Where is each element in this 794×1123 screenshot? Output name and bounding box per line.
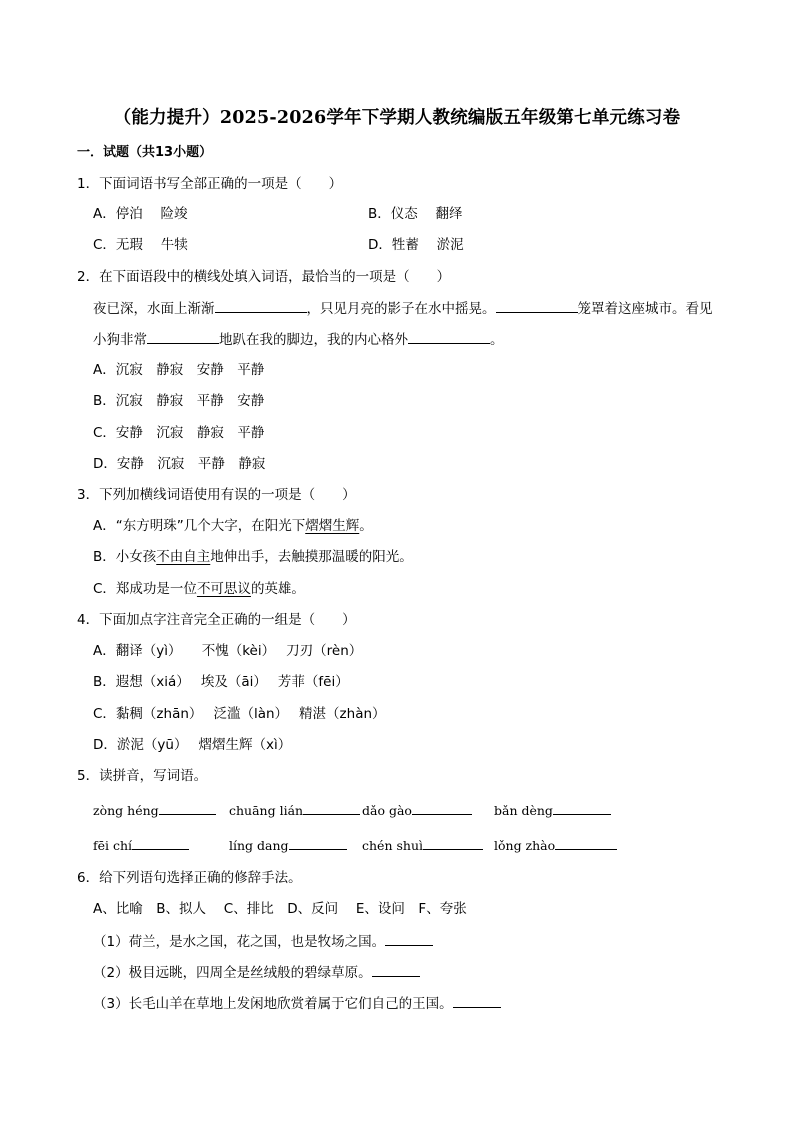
question-5-stem: 5．读拼音，写词语。 (77, 768, 208, 784)
option-text: 地伸出手，去触摸那温暖的阳光。 (210, 549, 413, 565)
pinyin-item (362, 801, 472, 820)
passage-text: 地趴在我的脚边，我的内心格外 (219, 332, 408, 348)
question-1-option-d: D．牲蓄 淤泥 (368, 237, 464, 253)
pinyin-text: chuāng lián (229, 803, 304, 818)
question-1-option-c: C．无瑕 牛犊 (93, 237, 188, 253)
fill-blank[interactable] (553, 801, 611, 815)
option-text: C．郑成功是一位 (93, 581, 197, 597)
pinyin-text: lǒng zhào (494, 838, 556, 853)
question-6-sentence-1 (93, 932, 433, 951)
question-2-option-b: B．沉寂 静寂 平静 安静 (93, 393, 265, 409)
section-heading: 一．试题（共13小题） (77, 145, 213, 160)
question-2-passage-line-2 (93, 330, 504, 349)
pinyin-item (93, 836, 189, 855)
question-1-option-b: B．仪态 翻绎 (368, 206, 463, 222)
underlined-phrase: 不可思议 (196, 581, 251, 597)
fill-blank[interactable] (159, 801, 216, 815)
question-3-option-c (93, 580, 305, 598)
passage-text: 。 (490, 332, 504, 348)
question-3-option-b (93, 548, 413, 566)
pinyin-text: zòng héng (93, 803, 159, 818)
question-2-passage-line-1 (93, 299, 713, 318)
option-text: A．“东方明珠”几个大字，在阳光下 (93, 518, 306, 534)
pinyin-item (229, 801, 360, 820)
pinyin-item (93, 801, 216, 820)
option-text: 的英雄。 (250, 581, 305, 597)
pinyin-text: bǎn dèng (494, 803, 553, 818)
question-4-option-d: D．淤泥（yū） 熠熠生辉（xì） (93, 737, 292, 753)
pinyin-text: fēi chí (93, 838, 133, 853)
page-title: （能力提升）2025-2026学年下学期人教统编版五年级第七单元练习卷 (113, 108, 681, 128)
fill-blank[interactable] (423, 836, 483, 850)
fill-blank[interactable] (147, 330, 219, 344)
question-2-option-a: A．沉寂 静寂 安静 平静 (93, 362, 265, 378)
fill-blank[interactable] (408, 330, 490, 344)
sentence-text: （3）长毛山羊在草地上发闲地欣赏着属于它们自己的王国。 (93, 996, 453, 1012)
passage-text: 笼罩着这座城市。看见 (577, 301, 713, 317)
question-2-option-c: C．安静 沉寂 静寂 平静 (93, 425, 265, 441)
pinyin-item (229, 836, 347, 855)
question-6-options: A、比喻 B、拟人 C、排比 D、反问 E、设问 F、夸张 (93, 901, 467, 917)
fill-blank[interactable] (215, 299, 307, 313)
underlined-phrase: 熠熠生辉 (305, 518, 360, 534)
question-4-option-b: B．遐想（xiá） 埃及（āi） 芳菲（fēi） (93, 674, 349, 690)
question-6-sentence-2 (93, 963, 420, 982)
question-3-option-a (93, 517, 373, 535)
question-2-option-d: D．安静 沉寂 平静 静寂 (93, 456, 266, 472)
option-text: B．小女孩 (93, 549, 157, 565)
question-4-option-a: A．翻译（yì） 不愧（kèi） 刀刃（rèn） (93, 643, 363, 659)
question-4-stem: 4．下面加点字注音完全正确的一组是（ ） (77, 612, 356, 628)
question-6-sentence-3 (93, 994, 501, 1013)
fill-blank[interactable] (289, 836, 347, 850)
question-2-stem: 2．在下面语段中的横线处填入词语，最恰当的一项是（ ） (77, 269, 451, 285)
fill-blank[interactable] (132, 836, 189, 850)
passage-text: 小狗非常 (93, 332, 147, 348)
question-1-option-a: A．停泊 险竣 (93, 206, 188, 222)
fill-blank[interactable] (453, 994, 501, 1008)
pinyin-text: chén shuì (362, 838, 423, 853)
underlined-phrase: 不由自主 (156, 549, 211, 565)
pinyin-item (494, 836, 617, 855)
passage-text: 夜已深，水面上渐渐 (93, 301, 215, 317)
fill-blank[interactable] (412, 801, 472, 815)
pinyin-text: dǎo gào (362, 803, 412, 818)
fill-blank[interactable] (372, 963, 420, 977)
pinyin-text: líng dang (229, 838, 289, 853)
fill-blank[interactable] (555, 836, 617, 850)
pinyin-item (494, 801, 611, 820)
fill-blank[interactable] (496, 299, 578, 313)
question-4-option-c: C．黏稠（zhān） 泛滥（làn） 精湛（zhàn） (93, 706, 386, 722)
sentence-text: （2）极目远眺，四周全是丝绒般的碧绿草原。 (93, 965, 372, 981)
pinyin-item (362, 836, 483, 855)
passage-text: ，只见月亮的影子在水中摇晃。 (306, 301, 496, 317)
fill-blank[interactable] (303, 801, 360, 815)
question-6-stem: 6．给下列语句选择正确的修辞手法。 (77, 870, 302, 886)
fill-blank[interactable] (385, 932, 433, 946)
question-3-stem: 3．下列加横线词语使用有误的一项是（ ） (77, 487, 356, 503)
sentence-text: （1）荷兰，是水之国，花之国，也是牧场之国。 (93, 934, 386, 950)
option-text: 。 (359, 518, 373, 534)
question-1-stem: 1．下面词语书写全部正确的一项是（ ） (77, 176, 343, 192)
